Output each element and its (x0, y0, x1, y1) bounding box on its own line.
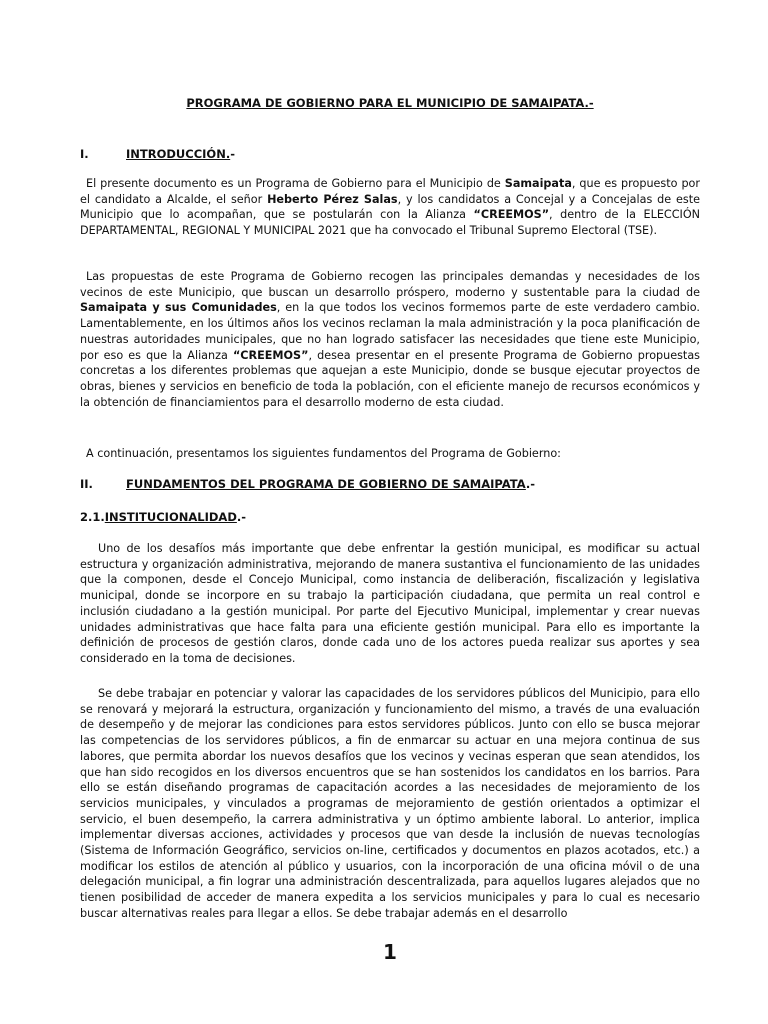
bold-candidate-name: Heberto Pérez Salas (267, 192, 398, 206)
section-suffix: - (230, 147, 235, 161)
text-span: , y los candidatos a Concejal y a Concejalas de este Municipio que lo acompañan, que se postularán con la Alianza (80, 192, 700, 222)
text-span: , en la que todos los vecinos formemos parte de este verdadero cambio. Lamentablemente, en los últimos años los vecinos reclaman la mala administración y la poca planificación de nuestras autoridades municipales, que no han logrado satisfacer las necesidades que tiene este Municipio, por eso es que la Alianza (80, 301, 700, 362)
text-span: , que es propuesto por el candidato a Alcalde, el señor (80, 177, 700, 206)
section-heading-introduccion (80, 147, 235, 161)
paragraph-intro-3: A continuación, presentamos los siguientes fundamentos del Programa de Gobierno: (86, 447, 561, 460)
bold-alliance-name: “CREEMOS” (473, 208, 550, 222)
subsection-number: 2.1. (80, 510, 105, 524)
bold-communities: Samaipata y sus Comunidades (80, 301, 277, 315)
section-number: I. (80, 147, 89, 161)
section-title: FUNDAMENTOS DEL PROGRAMA DE GOBIERNO DE SAMAIPATA (126, 477, 526, 491)
section-heading-fundamentos (80, 477, 535, 491)
text-span: , desea presentar en el presente Programa de Gobierno propuestas concretas a los diferentes problemas que aquejan a este Municipio, donde se busque ejecutar proyectos de obras, bienes y servicios en beneficio de toda la población, con el eficiente manejo de recursos económicos y la obtención de financiamientos para el desarrollo moderno de esta ciudad. (80, 348, 701, 409)
text-span: El presente documento es un Programa de Gobierno para el Municipio de (86, 177, 505, 190)
document-title: PROGRAMA DE GOBIERNO PARA EL MUNICIPIO DE SAMAIPATA.- (186, 96, 594, 110)
subsection-title: INSTITUCIONALIDAD (104, 510, 237, 524)
section-suffix: .- (525, 477, 536, 491)
section-title: INTRODUCCIÓN. (126, 147, 231, 161)
section-number: II. (80, 477, 93, 491)
bold-alliance-name: “CREEMOS” (232, 348, 309, 362)
subsection-heading-institucionalidad (80, 510, 246, 524)
text-span: , dentro de la ELECCIÓN DEPARTAMENTAL, REGIONAL Y MUNICIPAL 2021 que ha convocado el Tribunal Supremo Electoral (TSE). (80, 208, 700, 238)
text-span: Las propuestas de este Programa de Gobierno recogen las principales demandas y necesidades de los vecinos de este Municipio, que buscan un desarrollo próspero, moderno y sustentable para la ciudad de (80, 270, 700, 299)
paragraph-intro-2 (80, 269, 700, 410)
paragraph-institucionalidad-2: Se debe trabajar en potenciar y valorar las capacidades de los servidores públicos del Municipio, para ello se renovará y mejorará la estructura, organización y funcionamiento del mismo, a través de una evaluación de desempeño y de mejorar las condiciones para estos servidores públicos. Junto con ello se busca mejorar las competencias de los servidores públicos, a fin de enmarcar su actuar en una mejora continua de sus labores, que permita abordar los nuevos desafíos que los vecinos y vecinas esperan que sean atendidos, los que han sido recogidos en los diversos encuentros que se han sostenidos los candidatos en los barrios. Para ello se están diseñando programas de capacitación acordes a las necesidades de mejoramiento de los servicios municipales, y vinculados a programas de mejoramiento de gestión orientados a optimizar el servicio, el buen desempeño, la carrera administrativa y un óptimo ambiente laboral. Lo anterior, implica implementar diversas acciones, actividades y procesos que van desde la inclusión de nuevas tecnologías (Sistema de Información Geográfico, servicios on-line, certificados y documentos en plazos acotados, etc.) a modificar los estilos de atención al público y usuarios, con la incorporación de una oficina móvil o de una delegación municipal, a fin lograr una administración descentralizada, para aquellos lugares alejados que no tienen posibilidad de acceder de manera expedita a los servicios municipales y para lo cual es necesario buscar alternativas reales para llegar a ellos. Se debe trabajar además en el desarrollo (80, 687, 700, 920)
paragraph-institucionalidad-1: Uno de los desafíos más importante que debe enfrentar la gestión municipal, es modificar su actual estructura y organización administrativa, mejorando de manera sustantiva el funcionamiento de las unidades que la componen, desde el Concejo Municipal, como instancia de deliberación, fiscalización y legislativa municipal, donde se incorpore en su trabajo la participación ciudadana, que permita un real control e inclusión ciudadano a la gestión municipal. Por parte del Ejecutivo Municipal, implementar y crear nuevas unidades administrativas que hace falta para una eficiente gestión municipal. Para ello es importante la definición de procesos de gestión claros, donde cada uno de los actores pueda realizar sus aportes y sea considerado en la toma de decisiones. (80, 542, 700, 665)
paragraph-intro-1 (80, 176, 700, 239)
bold-municipality: Samaipata (504, 177, 572, 190)
subsection-suffix: .- (236, 510, 247, 524)
page-number: 1 (383, 940, 397, 964)
